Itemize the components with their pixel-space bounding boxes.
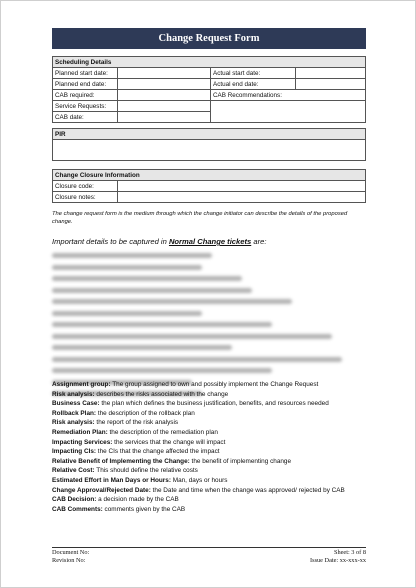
cab-recommendations-value[interactable] <box>211 101 366 123</box>
form-caption: The change request form is the medium through which the change initiator can describe the details of the proposed change. <box>52 211 348 225</box>
planned-start-label: Planned start date: <box>53 68 118 79</box>
form-title: Change Request Form <box>52 28 366 49</box>
pir-table <box>52 128 366 161</box>
closure-table <box>52 169 366 203</box>
service-requests-label: Service Requests: <box>53 101 118 112</box>
footer-right <box>301 549 366 565</box>
cab-required-value[interactable] <box>118 90 211 101</box>
definition-item: Estimated Effort in Man Days or Hours: Man, days or hours <box>52 476 228 484</box>
actual-start-value[interactable] <box>296 68 366 79</box>
cab-recommendations-label: CAB Recommendations: <box>211 90 366 101</box>
actual-start-label: Actual start date: <box>211 68 296 79</box>
blurred-content <box>52 253 366 375</box>
actual-end-value[interactable] <box>296 79 366 90</box>
planned-end-value[interactable] <box>118 79 211 90</box>
closure-code-value[interactable] <box>118 181 366 192</box>
definition-item: CAB Comments: comments given by the CAB <box>52 505 186 513</box>
planned-start-value[interactable] <box>118 68 211 79</box>
definition-item: Impacting CIs: the CIs that the change affected the impact <box>52 448 220 456</box>
important-heading <box>52 237 366 246</box>
definition-item: Impacting Services: the services that the change will impact <box>52 438 226 446</box>
definitions-list <box>52 380 382 514</box>
revision-no: Revision No: <box>52 557 86 564</box>
definition-item: Rollback Plan: the description of the rollback plan <box>52 409 195 417</box>
pir-header: PIR <box>53 129 366 140</box>
definition-item: Relative Benefit of Implementing the Change: the benefit of implementing change <box>52 457 292 465</box>
closure-notes-value[interactable] <box>118 192 366 203</box>
definition-item: Risk analysis: the report of the risk analysis <box>52 419 179 427</box>
cab-date-label: CAB date: <box>53 112 118 123</box>
cab-required-label: CAB required: <box>53 90 118 101</box>
footer-divider <box>52 547 366 548</box>
definition-item: Remediation Plan: the description of the remediation plan <box>52 428 218 436</box>
actual-end-label: Actual end date: <box>211 79 296 90</box>
planned-end-label: Planned end date: <box>53 79 118 90</box>
definition-item: Change Approval/Rejected Date: the Date and time when the change was approved/ rejected by CAB <box>52 486 345 494</box>
cab-date-value[interactable] <box>118 112 211 123</box>
closure-header: Change Closure Information <box>53 170 366 181</box>
definition-item: Risk analysis: describes the risks associated with the change <box>52 390 229 398</box>
closure-notes-label: Closure notes: <box>53 192 118 203</box>
pir-value[interactable] <box>53 140 366 161</box>
scheduling-details-header: Scheduling Details <box>53 57 366 68</box>
footer-left <box>52 549 89 565</box>
important-prefix: Important details to be captured in <box>52 237 169 246</box>
issue-date: Issue Date: xx-xxx-xx <box>310 557 366 564</box>
definition-item: Relative Cost: This should define the relative costs <box>52 467 198 475</box>
service-requests-value[interactable] <box>118 101 211 112</box>
important-suffix: are: <box>251 237 267 246</box>
sheet-number: Sheet: 3 of 8 <box>333 549 366 556</box>
definition-item: Business Case: the plan which defines the business justification, benefits, and resources needed <box>52 400 329 408</box>
scheduling-details-table <box>52 56 366 123</box>
closure-code-label: Closure code: <box>53 181 118 192</box>
normal-change-tickets-link[interactable]: Normal Change tickets <box>168 237 252 246</box>
definition-item: CAB Decision: a decision made by the CAB <box>52 496 179 504</box>
definition-item: Assignment group: The group assigned to own and possibly implement the Change Request <box>52 381 319 388</box>
document-no: Document No: <box>52 549 90 556</box>
